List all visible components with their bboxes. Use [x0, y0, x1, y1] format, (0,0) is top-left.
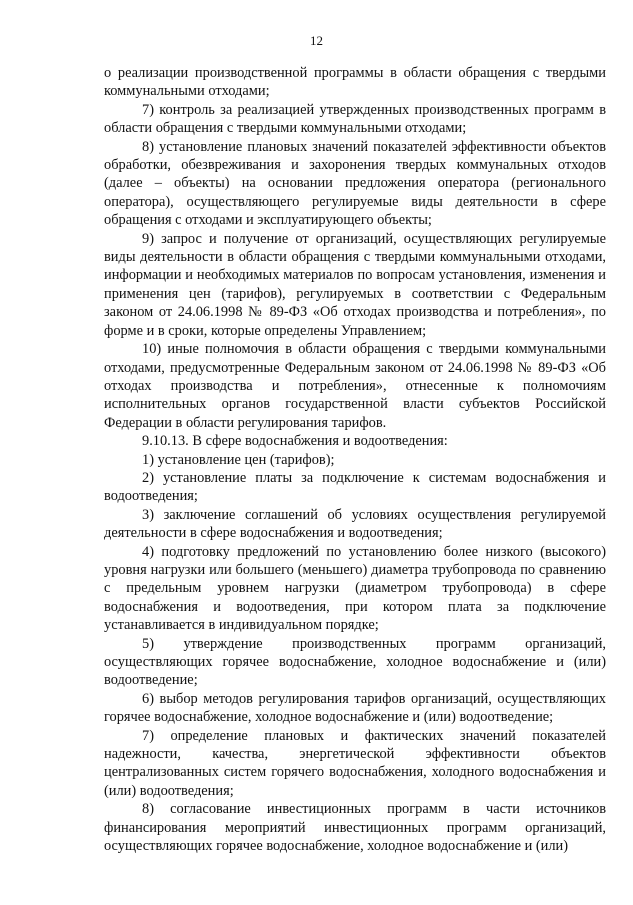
- paragraph-water-item-4: 4) подготовку предложений по установлению более низкого (высокого) уровня нагрузки или большего (меньшего) диаметра трубопровода по сравнению с предельным уровнем нагрузки (диаметром трубопровода) в сфере водоснабжения и водоотведения, при котором плата за подключение устанавливается в индивидуальном порядке;: [104, 543, 606, 634]
- paragraph-water-item-1: 1) установление цен (тарифов);: [142, 451, 335, 468]
- paragraph-water-item-3: 3) заключение соглашений об условиях осуществления регулируемой деятельности в сфере водоснабжения и водоотведения;: [104, 506, 606, 542]
- section-heading-9-10-13: 9.10.13. В сфере водоснабжения и водоотведения:: [142, 433, 448, 450]
- document-body: [104, 64, 606, 855]
- paragraph-water-item-7: 7) определение плановых и фактических значений показателей надежности, качества, энергетической эффективности объектов централизованных систем горячего водоснабжения, холодного водоснабжения и (или) водоотведения;: [104, 727, 606, 799]
- paragraph-water-item-6: 6) выбор методов регулирования тарифов организаций, осуществляющих горячее водоснабжение, холодное водоснабжение и (или) водоотведение;: [104, 690, 606, 726]
- paragraph-item-7-control: 7) контроль за реализацией утвержденных производственных программ в области обращения с твердыми коммунальными отходами;: [104, 101, 606, 137]
- paragraph-item-8-efficiency: 8) установление плановых значений показателей эффективности объектов обработки, обезвреживания и захоронения твердых коммунальных отходов (далее – объекты) на основании предложения оператора (регионального оператора), осуществляющего регулируемые виды деятельности в сфере обращения с отходами и эксплуатирующего объекты;: [104, 138, 606, 229]
- paragraph-water-item-5: 5) утверждение производственных программ организаций, осуществляющих горячее водоснабжение, холодное водоснабжение и (или) водоотведение;: [104, 635, 606, 689]
- paragraph-water-item-2: 2) установление платы за подключение к системам водоснабжения и водоотведения;: [104, 469, 606, 505]
- paragraph-continuation: о реализации производственной программы в области обращения с твердыми коммунальными отходами;: [104, 65, 606, 100]
- paragraph-item-10-other-powers: 10) иные полномочия в области обращения с твердыми коммунальными отходами, предусмотренные Федеральным законом от 24.06.1998 № 89-ФЗ «Об отходах производства и потребления», отнесенные к полномочиям исполнительных органов государственной власти субъектов Российской Федерации в области регулирования тарифов.: [104, 341, 606, 431]
- paragraph-water-item-8: 8) согласование инвестиционных программ в части источников финансирования мероприятий инвестиционных программ организаций, осуществляющих горячее водоснабжение, холодное водоснабжение и (или): [104, 801, 606, 855]
- page-number: 12: [310, 33, 323, 48]
- paragraph-item-9-request: 9) запрос и получение от организаций, осуществляющих регулируемые виды деятельности в области обращения с твердыми коммунальными отходами, информации и необходимых материалов по вопросам установления, изменения и применения цен (тарифов), регулируемых в соответствии с Федеральным законом от 24.06.1998 № 89-ФЗ «Об отходах производства и потребления», по форме и в сроки, которые определены Управлением;: [104, 230, 606, 339]
